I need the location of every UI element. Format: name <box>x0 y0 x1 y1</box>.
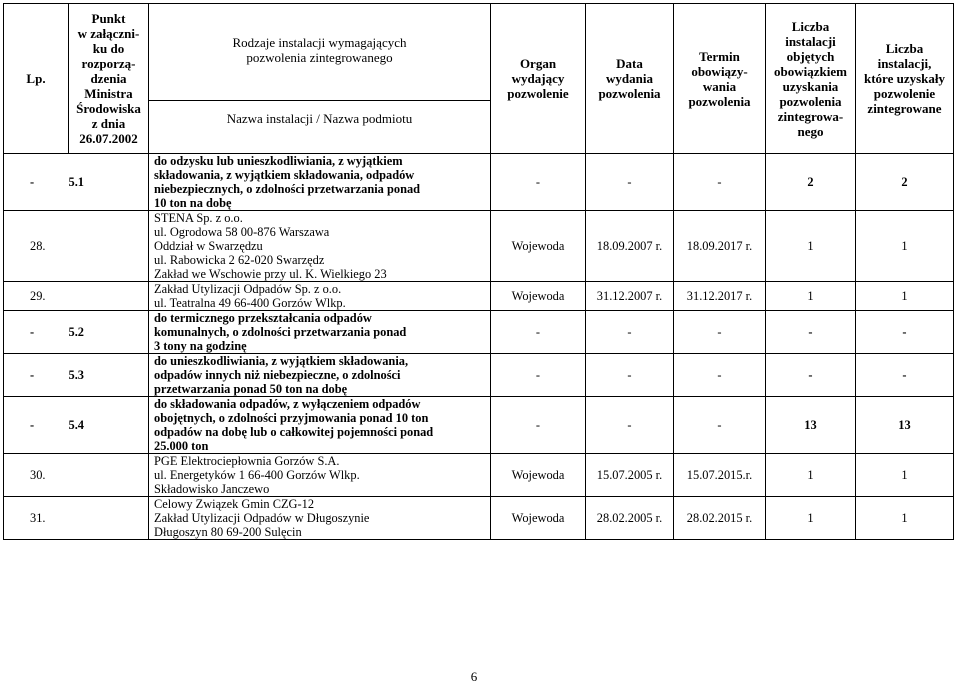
row-lp-value: - <box>30 418 35 432</box>
row-description <box>149 454 491 497</box>
description-line: ul. Energetyków 1 66-400 Gorzów Wlkp. <box>154 468 360 482</box>
row-description <box>149 497 491 540</box>
row-liczba-objetych: 1 <box>766 454 856 497</box>
row-lp-value: 31. <box>30 511 46 525</box>
row-termin: 15.07.2015.r. <box>674 454 766 497</box>
header-row <box>4 4 954 154</box>
row-lp-value: 30. <box>30 468 46 482</box>
row-data: - <box>586 311 674 354</box>
header-termin: Termin obowiązy- wania pozwolenia <box>674 4 766 154</box>
header-rodzaje-title: Rodzaje instalacji wymagających pozwolenia zintegrowanego <box>232 35 407 65</box>
description-line: Długoszyn 80 69-200 Sulęcin <box>154 525 302 539</box>
row-organ: Wojewoda <box>491 211 586 282</box>
row-termin: - <box>674 397 766 454</box>
description-line: Składowisko Janczewo <box>154 482 270 496</box>
page-number: 6 <box>470 669 478 684</box>
table-row <box>4 497 954 540</box>
row-lp <box>4 154 149 211</box>
row-organ: - <box>491 354 586 397</box>
description-line: odpadów na dobę lub o całkowitej pojemności ponad <box>154 425 434 439</box>
row-punkt-value: 5.3 <box>68 368 84 382</box>
description-line: do składowania odpadów, z wyłączeniem odpadów <box>154 397 421 411</box>
description-line: ul. Ogrodowa 58 00-876 Warszawa <box>154 225 330 239</box>
description-line: Zakład Utylizacji Odpadów Sp. z o.o. <box>154 282 342 296</box>
row-punkt-value: 5.4 <box>68 418 84 432</box>
row-termin: 28.02.2015 r. <box>674 497 766 540</box>
header-organ: Organ wydający pozwolenie <box>491 4 586 154</box>
row-termin: - <box>674 154 766 211</box>
row-termin: 18.09.2017 r. <box>674 211 766 282</box>
row-termin: - <box>674 311 766 354</box>
row-data: - <box>586 397 674 454</box>
row-liczba-objetych: 1 <box>766 282 856 311</box>
row-lp-value: - <box>30 368 35 382</box>
row-lp <box>4 311 149 354</box>
row-lp-value: - <box>30 175 35 189</box>
row-liczba-uzyskaly: 1 <box>856 211 954 282</box>
description-line: Zakład we Wschowie przy ul. K. Wielkiego 23 <box>154 267 387 281</box>
row-lp <box>4 397 149 454</box>
description-line: do termicznego przekształcania odpadów <box>154 311 372 325</box>
description-line: odpadów innych niż niebezpieczne, o zdolności <box>154 368 401 382</box>
description-line: STENA Sp. z o.o. <box>154 211 243 225</box>
row-data: - <box>586 154 674 211</box>
header-liczba-objetych: Liczba instalacji objętych obowiązkiem uzyskania pozwolenia zintegrowa- nego <box>766 4 856 154</box>
row-description <box>149 282 491 311</box>
header-punkt: Punkt w załączni- ku do rozporzą- dzenia Ministra Środowiska z dnia 26.07.2002 <box>69 4 149 154</box>
row-organ: Wojewoda <box>491 454 586 497</box>
table-row <box>4 397 954 454</box>
description-line: ul. Rabowicka 2 62-020 Swarzędz <box>154 253 325 267</box>
header-liczba-uzyskaly: Liczba instalacji, które uzyskały pozwolenie zintegrowane <box>856 4 954 154</box>
row-liczba-uzyskaly: - <box>856 354 954 397</box>
description-line: składowania, z wyjątkiem składowania, odpadów <box>154 168 415 182</box>
description-line: 3 tony na godzinę <box>154 339 247 353</box>
row-liczba-uzyskaly: 2 <box>856 154 954 211</box>
row-punkt-value: 5.2 <box>68 325 84 339</box>
row-lp-value: - <box>30 325 35 339</box>
table-row <box>4 282 954 311</box>
table-row <box>4 211 954 282</box>
description-line: Oddział w Swarzędzu <box>154 239 263 253</box>
row-liczba-objetych: 13 <box>766 397 856 454</box>
header-rodzaje <box>149 4 491 154</box>
row-lp-value: 28. <box>30 239 46 253</box>
row-liczba-objetych: - <box>766 311 856 354</box>
header-nazwa: Nazwa instalacji / Nazwa podmiotu <box>149 100 490 134</box>
row-lp <box>4 497 149 540</box>
row-data: 31.12.2007 r. <box>586 282 674 311</box>
row-description <box>149 154 491 211</box>
header-data: Data wydania pozwolenia <box>586 4 674 154</box>
table-row <box>4 311 954 354</box>
row-data: 18.09.2007 r. <box>586 211 674 282</box>
row-liczba-uzyskaly: 13 <box>856 397 954 454</box>
row-description <box>149 211 491 282</box>
description-line: 25.000 ton <box>154 439 209 453</box>
description-line: Celowy Związek Gmin CZG-12 <box>154 497 315 511</box>
table-row <box>4 154 954 211</box>
row-lp <box>4 354 149 397</box>
row-data: 15.07.2005 r. <box>586 454 674 497</box>
header-lp: Lp. <box>4 4 69 154</box>
row-lp <box>4 282 149 311</box>
row-organ: - <box>491 154 586 211</box>
row-liczba-objetych: 2 <box>766 154 856 211</box>
row-lp <box>4 211 149 282</box>
description-line: Zakład Utylizacji Odpadów w Długoszynie <box>154 511 370 525</box>
row-liczba-objetych: 1 <box>766 497 856 540</box>
row-lp <box>4 454 149 497</box>
row-organ: Wojewoda <box>491 282 586 311</box>
row-description <box>149 397 491 454</box>
row-organ: - <box>491 397 586 454</box>
row-termin: - <box>674 354 766 397</box>
row-organ: Wojewoda <box>491 497 586 540</box>
row-data: 28.02.2005 r. <box>586 497 674 540</box>
description-line: przetwarzania ponad 50 ton na dobę <box>154 382 348 396</box>
description-line: 10 ton na dobę <box>154 196 232 210</box>
row-liczba-uzyskaly: 1 <box>856 282 954 311</box>
table-row <box>4 454 954 497</box>
description-line: komunalnych, o zdolności przetwarzania ponad <box>154 325 407 339</box>
description-line: do unieszkodliwiania, z wyjątkiem składowania, <box>154 354 409 368</box>
row-liczba-uzyskaly: 1 <box>856 454 954 497</box>
description-line: ul. Teatralna 49 66-400 Gorzów Wlkp. <box>154 296 346 310</box>
row-organ: - <box>491 311 586 354</box>
description-line: PGE Elektrociepłownia Gorzów S.A. <box>154 454 340 468</box>
row-liczba-objetych: 1 <box>766 211 856 282</box>
row-punkt-value: 5.1 <box>68 175 84 189</box>
permits-table <box>3 3 954 540</box>
row-description <box>149 354 491 397</box>
row-termin: 31.12.2017 r. <box>674 282 766 311</box>
row-liczba-uzyskaly: - <box>856 311 954 354</box>
description-line: do odzysku lub unieszkodliwiania, z wyjątkiem <box>154 154 403 168</box>
row-description <box>149 311 491 354</box>
row-liczba-uzyskaly: 1 <box>856 497 954 540</box>
row-liczba-objetych: - <box>766 354 856 397</box>
description-line: niebezpiecznych, o zdolności przetwarzania ponad <box>154 182 421 196</box>
row-data: - <box>586 354 674 397</box>
row-lp-value: 29. <box>30 289 46 303</box>
description-line: obojętnych, o zdolności przyjmowania ponad 10 ton <box>154 411 429 425</box>
table-row <box>4 354 954 397</box>
